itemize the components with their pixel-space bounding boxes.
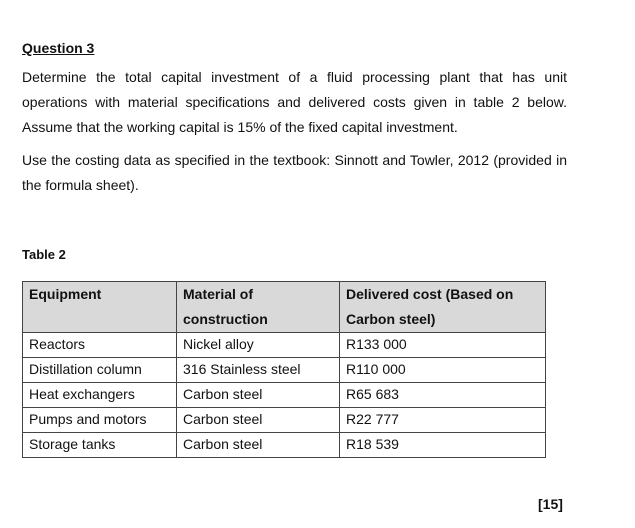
header-delivered-cost: Delivered cost (Based on Carbon steel) xyxy=(340,282,546,333)
table-row xyxy=(23,358,546,383)
question-paragraph-1: Determine the total capital investment of a fluid processing plant that has unit operations with material specifications and delivered costs given in table 2 below. Assume that the working capital is 15% of the fixed capital investment. xyxy=(22,69,567,135)
cell-cost: R133 000 xyxy=(340,333,546,358)
cell-material: Carbon steel xyxy=(177,433,340,458)
cell-material: Carbon steel xyxy=(177,383,340,408)
table-row xyxy=(23,383,546,408)
table-title: Table 2 xyxy=(22,247,66,262)
marks-label: [15] xyxy=(538,496,563,512)
header-equipment: Equipment xyxy=(23,282,177,333)
cell-cost: R22 777 xyxy=(340,408,546,433)
cell-equipment: Pumps and motors xyxy=(23,408,177,433)
header-material: Material of construction xyxy=(177,282,340,333)
table-row xyxy=(23,333,546,358)
cell-equipment: Storage tanks xyxy=(23,433,177,458)
equipment-table xyxy=(22,281,546,458)
cell-material: 316 Stainless steel xyxy=(177,358,340,383)
cell-material: Carbon steel xyxy=(177,408,340,433)
cell-equipment: Heat exchangers xyxy=(23,383,177,408)
cell-equipment: Distillation column xyxy=(23,358,177,383)
question-paragraph-2: Use the costing data as specified in the textbook: Sinnott and Towler, 2012 (provided in the formula sheet). xyxy=(22,152,567,193)
cell-material: Nickel alloy xyxy=(177,333,340,358)
cell-cost: R110 000 xyxy=(340,358,546,383)
cell-cost: R65 683 xyxy=(340,383,546,408)
table-header-row xyxy=(23,282,546,333)
cell-equipment: Reactors xyxy=(23,333,177,358)
table-row xyxy=(23,408,546,433)
table-row xyxy=(23,433,546,458)
question-heading: Question 3 xyxy=(22,40,95,56)
cell-cost: R18 539 xyxy=(340,433,546,458)
